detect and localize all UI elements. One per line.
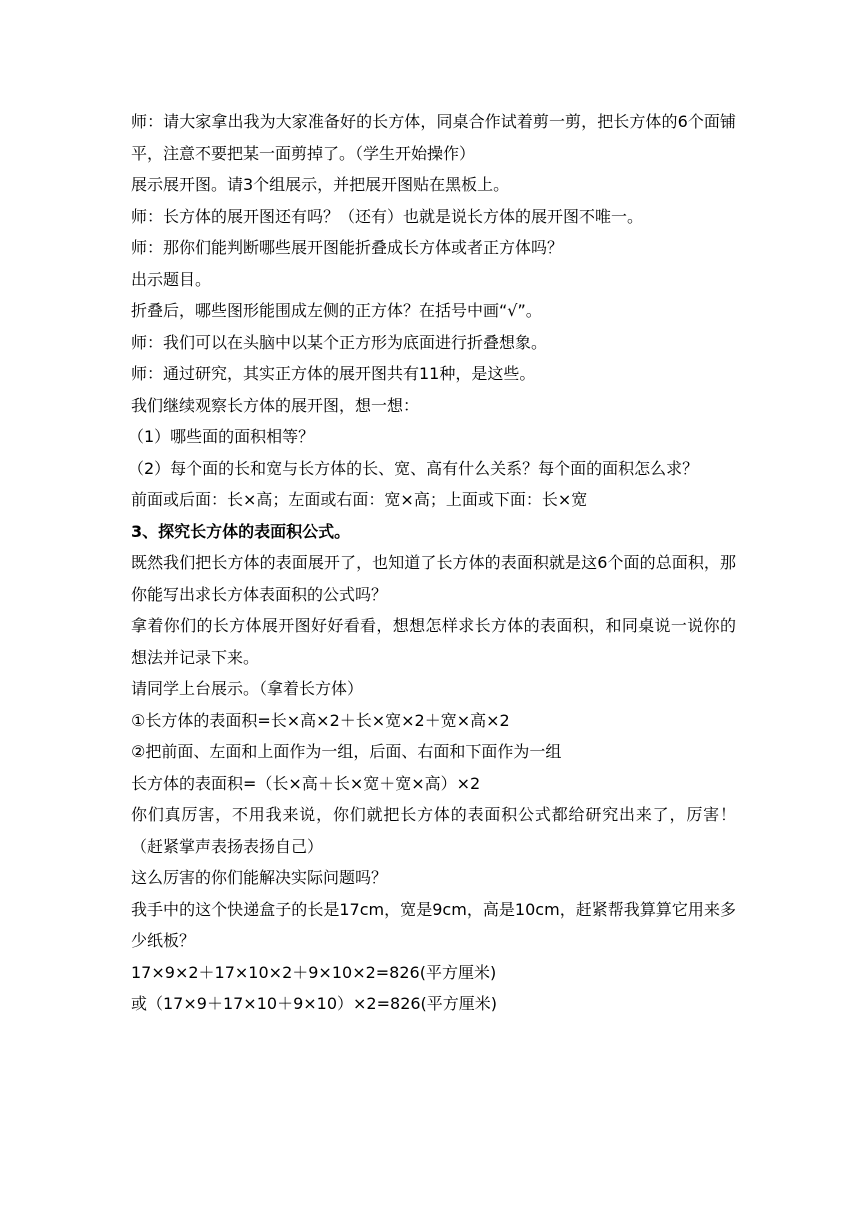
paragraph-show-question: 出示题目。 (131, 269, 212, 289)
paragraph-observe: 我们继续观察长方体的展开图，想一想： (131, 395, 420, 415)
paragraph-praise: 你们真厉害，不用我来说，你们就把长方体的表面积公式都给研究出来了，厉害！（赶紧掌声表扬表扬自己） (131, 805, 736, 856)
formula-2: 长方体的表面积=（长×高＋长×宽＋宽×高）×2 (131, 773, 481, 793)
paragraph-fold-question: 折叠后，哪些图形能围成左侧的正方体？在括号中画“√”。 (131, 301, 542, 320)
paragraph-judge-nets: 师：那你们能判断哪些展开图能折叠成长方体或者正方体吗？ (131, 238, 564, 257)
paragraph-present: 请同学上台展示。（拿着长方体） (131, 679, 364, 698)
question-2: （2）每个面的长和宽与长方体的长、宽、高有什么关系？每个面的面积怎么求？ (128, 458, 699, 478)
paragraph-eleven-nets: 师：通过研究，其实正方体的展开图共有11种，是这些。 (131, 364, 536, 383)
document-page (128, 106, 736, 1020)
paragraph-teacher-unfold: 师：请大家拿出我为大家准备好的长方体，同桌合作试着剪一剪，把长方体的6个面铺平，注意不要把某一面剪掉了。（学生开始操作） (131, 112, 736, 163)
paragraph-show-nets: 展示展开图。请3个组展示，并把展开图贴在黑板上。 (131, 175, 510, 194)
question-1: （1）哪些面的面积相等？ (128, 427, 315, 446)
formula-2-description: ②把前面、左面和上面作为一组，后面、右面和下面作为一组 (131, 742, 562, 761)
solution-2: 或（17×9＋17×10＋9×10）×2=826(平方厘米) (131, 994, 498, 1013)
paragraph-discuss: 拿着你们的长方体展开图好好看看，想想怎样求长方体的表面积，和同桌说一说你的想法并记录下来。 (131, 616, 736, 667)
solution-1: 17×9×2＋17×10×2＋9×10×2=826(平方厘米) (131, 962, 497, 982)
paragraph-more-nets: 师：长方体的展开图还有吗？（还有）也就是说长方体的展开图不唯一。 (131, 206, 644, 226)
paragraph-face-areas: 前面或后面：长×高；左面或右面：宽×高；上面或下面：长×宽 (131, 490, 588, 509)
paragraph-real-problem: 这么厉害的你们能解决实际问题吗？ (131, 868, 388, 887)
paragraph-box-problem: 我手中的这个快递盒子的长是17cm，宽是9cm，高是10cm，赶紧帮我算算它用来多少纸板？ (131, 899, 736, 950)
section-heading: 3、探究长方体的表面积公式。 (131, 521, 351, 541)
paragraph-six-faces: 既然我们把长方体的表面展开了，也知道了长方体的表面积就是这6个面的总面积，那你能写出求长方体表面积的公式吗？ (131, 553, 736, 604)
paragraph-imagine: 师：我们可以在头脑中以某个正方形为底面进行折叠想象。 (131, 332, 548, 352)
formula-1: ①长方体的表面积=长×高×2＋长×宽×2＋宽×高×2 (131, 710, 510, 730)
